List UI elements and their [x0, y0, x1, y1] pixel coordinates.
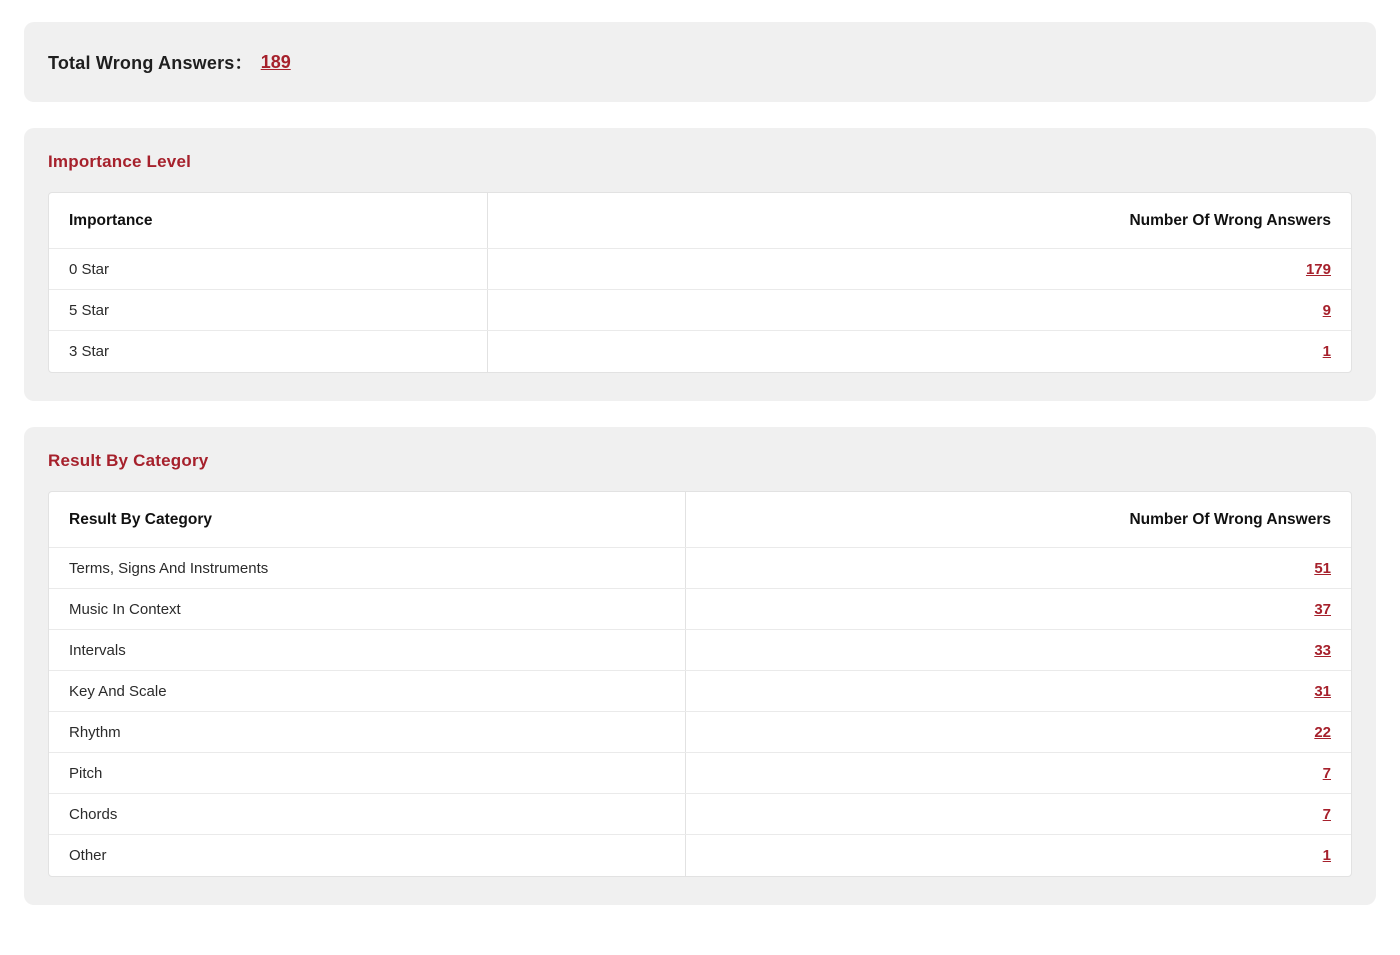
table-row	[49, 589, 1351, 630]
column-header-category: Result By Category	[49, 492, 686, 547]
importance-table	[48, 192, 1352, 373]
table-row	[49, 794, 1351, 835]
column-header-wrong-answers: Number Of Wrong Answers	[1129, 510, 1331, 528]
wrong-count-link[interactable]: 37	[1314, 600, 1331, 618]
table-row	[49, 835, 1351, 876]
row-label: Terms, Signs And Instruments	[69, 559, 269, 577]
column-header-wrong-answers: Number Of Wrong Answers	[1129, 211, 1331, 229]
row-label: Music In Context	[69, 600, 181, 618]
wrong-count-link[interactable]: 1	[1322, 847, 1331, 864]
row-label: Key And Scale	[69, 682, 167, 700]
total-wrong-answers-label: Total Wrong Answers：	[48, 53, 253, 73]
wrong-count-link[interactable]: 31	[1314, 682, 1331, 700]
row-label: 3 Star	[69, 343, 110, 360]
table-row	[49, 712, 1351, 753]
wrong-count-link[interactable]: 179	[1305, 260, 1331, 278]
table-header-row	[49, 492, 1351, 548]
row-label: 5 Star	[69, 301, 110, 319]
row-label: Intervals	[69, 641, 126, 659]
category-table	[48, 491, 1352, 877]
importance-level-title: Importance Level	[48, 152, 192, 171]
table-row	[49, 249, 1351, 290]
row-label: Pitch	[69, 764, 103, 782]
wrong-count-link[interactable]: 51	[1314, 559, 1331, 577]
total-wrong-answers-panel	[24, 22, 1376, 102]
table-row	[49, 331, 1351, 372]
total-wrong-answers-count-link[interactable]: 189	[260, 51, 291, 72]
table-row	[49, 548, 1351, 589]
section-importance-level	[24, 128, 1376, 401]
table-row	[49, 630, 1351, 671]
row-label: 0 Star	[69, 260, 110, 278]
row-label: Chords	[69, 805, 118, 823]
wrong-count-link[interactable]: 22	[1314, 723, 1331, 741]
wrong-count-link[interactable]: 9	[1322, 301, 1331, 319]
section-result-by-category	[24, 427, 1376, 905]
table-header-row	[49, 193, 1351, 249]
row-label: Rhythm	[69, 723, 121, 741]
table-row	[49, 753, 1351, 794]
wrong-count-link[interactable]: 33	[1314, 641, 1331, 659]
wrong-count-link[interactable]: 1	[1322, 343, 1331, 360]
wrong-count-link[interactable]: 7	[1322, 805, 1331, 823]
table-row	[49, 671, 1351, 712]
row-label: Other	[69, 847, 107, 864]
column-header-importance: Importance	[49, 193, 488, 248]
table-row	[49, 290, 1351, 331]
wrong-count-link[interactable]: 7	[1322, 764, 1331, 782]
result-by-category-title: Result By Category	[48, 451, 209, 470]
